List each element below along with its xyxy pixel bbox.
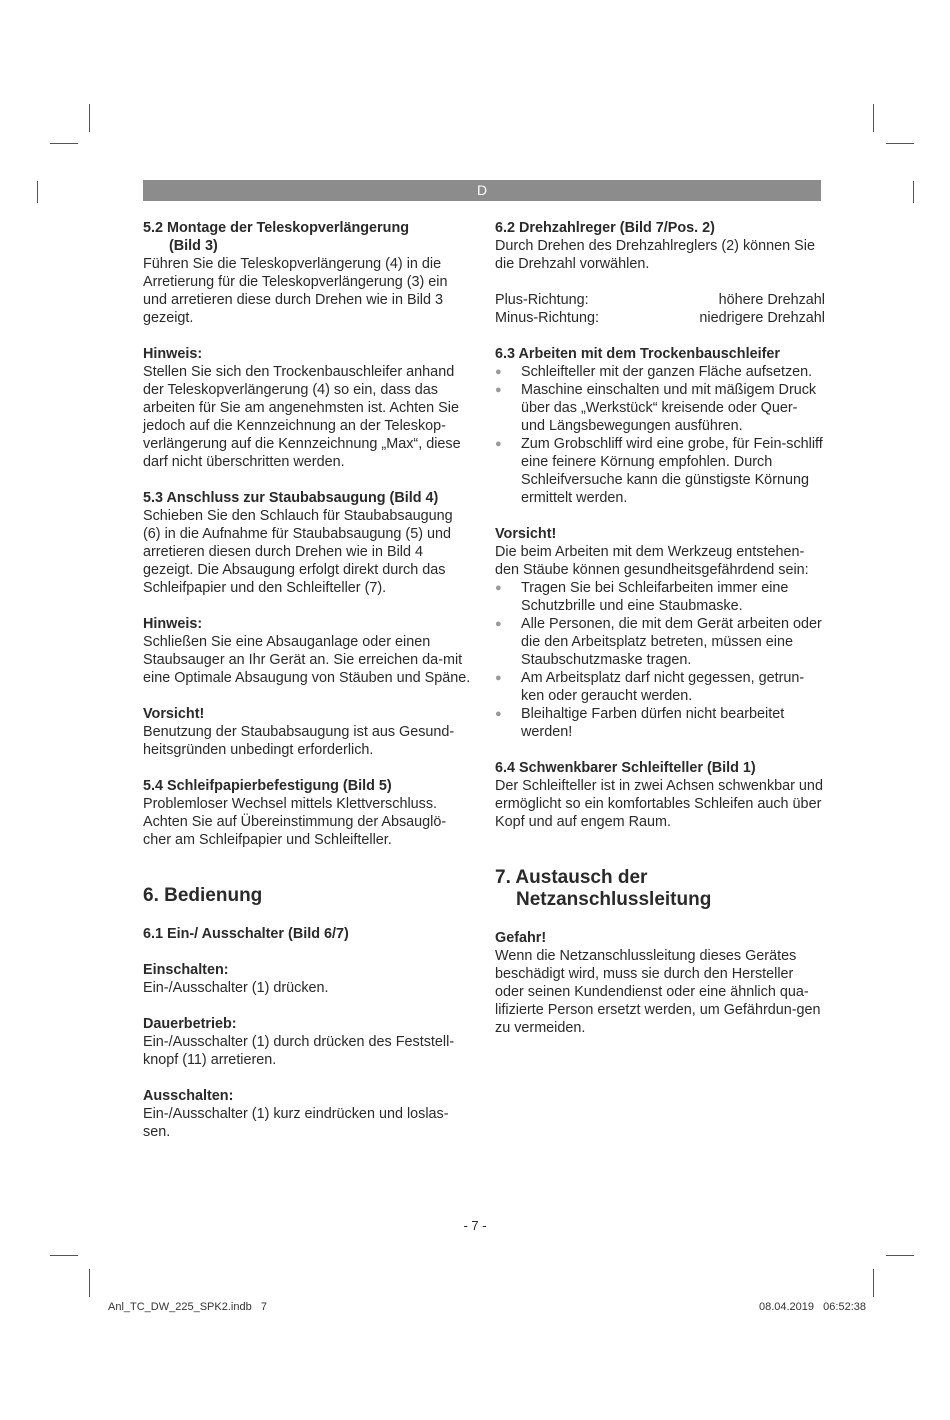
caution-block [495,525,825,741]
section-heading: 5.2 Montage der Teleskopverlängerung (Bild 3) [143,220,410,254]
speed-direction-table [495,291,825,327]
sub-text: Ein-/Ausschalter (1) durch drücken des Feststell-knopf (11) arretieren. [143,1034,455,1068]
bullet-list [495,579,825,741]
sub-heading: Ausschalten: [143,1088,234,1104]
note-text: Schließen Sie eine Absauganlage oder einen Staubsauger an Ihr Gerät an. Sie erreichen da-mit eine Optimale Absaugung von Stäuben und Späne. [143,634,471,686]
list-item: ● Maschine einschalten und mit mäßigem Druck über das „Werkstück“ kreisende oder Quer- und Längsbewegungen ausführen. [495,381,825,435]
section-heading: 5.4 Schleifpapierbefestigung (Bild 5) [143,778,392,794]
switch-on-block [143,961,473,997]
crop-mark [89,104,90,132]
sub-text: Ein-/Ausschalter (1) kurz eindrücken und loslas-sen. [143,1106,449,1140]
list-item: ● Am Arbeitsplatz darf nicht gegessen, getrun-ken oder geraucht werden. [495,669,825,705]
section-text: Der Schleifteller ist in zwei Achsen schwenkbar und ermöglicht so ein komfortables Schleifen auch über Kopf und auf engem Raum. [495,778,823,830]
note-heading: Hinweis: [143,346,203,362]
section-5-4 [143,777,473,849]
section-heading: 6.1 Ein-/ Ausschalter (Bild 6/7) [143,926,349,942]
section-text: Problemloser Wechsel mittels Klettverschluss. Achten Sie auf Übereinstimmung der Absauglö-cher am Schleifpapier und Schleifteller. [143,796,447,848]
section-text: Durch Drehen des Drehzahlreglers (2) können Sie die Drehzahl vorwählen. [495,238,815,272]
crop-mark [913,181,914,203]
crop-mark [89,1269,90,1297]
language-header-bar [143,180,821,201]
list-item: ● Bleihaltige Farben dürfen nicht bearbeitet werden! [495,705,825,741]
caution-text: Die beim Arbeiten mit dem Werkzeug entstehen-den Stäube können gesundheitsgefährdend sein: [495,544,809,578]
footer-timestamp: 08.04.2019 06:52:38 [758,1301,866,1313]
footer-file-name: Anl_TC_DW_225_SPK2.indb 7 [108,1301,267,1313]
section-heading: 6.4 Schwenkbarer Schleifteller (Bild 1) [495,760,756,776]
right-column [495,219,825,1055]
section-text: Führen Sie die Teleskopverlängerung (4) in die Arretierung für die Teleskopverlängerung (3) ein und arretieren diese durch Drehen wie in Bild 3 gezeigt. [143,256,448,326]
danger-text: Wenn die Netzanschlussleitung dieses Gerätes beschädigt wird, muss sie durch den Hersteller oder seinen Kundendienst oder eine ähnlich qua-lifizierte Person ersetzt werden, um Gefährdun-gen zu vermeiden. [495,948,821,1036]
note-block [143,615,473,687]
section-6-4 [495,759,825,831]
speed-row-minus: Minus-Richtung: niedrigere Drehzahl [495,310,825,326]
danger-heading: Gefahr! [495,930,547,946]
section-6-3 [495,345,825,507]
danger-block [495,929,825,1037]
speed-row-plus: Plus-Richtung: höhere Drehzahl [495,292,825,308]
note-heading: Hinweis: [143,616,203,632]
section-text: Schieben Sie den Schlauch für Staubabsaugung (6) in die Aufnahme für Staubabsaugung (5) und arretieren diesen durch Drehen wie in Bild 4 gezeigt. Die Absaugung erfolgt direkt durch das Schleifpapier und den Schleifteller (7). [143,508,453,596]
chapter-heading: 6. Bedienung [143,885,263,906]
section-heading: 5.3 Anschluss zur Staubabsaugung (Bild 4) [143,490,439,506]
caution-block [143,705,473,759]
continuous-operation-block [143,1015,473,1069]
section-heading: 6.2 Drehzahlreger (Bild 7/Pos. 2) [495,220,715,236]
note-block [143,345,473,471]
bullet-list [495,363,825,507]
caution-heading: Vorsicht! [495,526,557,542]
crop-mark [886,1255,914,1256]
caution-text: Benutzung der Staubabsaugung ist aus Gesund-heitsgründen unbedingt erforderlich. [143,724,455,758]
list-item: ● Zum Grobschliff wird eine grobe, für Fein-schliff eine feinere Körnung empfohlen. Durch Schleifversuche kann die günstigste Körnung ermittelt werden. [495,435,825,507]
crop-mark [50,1255,78,1256]
left-column [143,219,473,1159]
sub-heading: Einschalten: [143,962,229,978]
section-6-1 [143,925,473,943]
note-text: Stellen Sie sich den Trockenbauschleifer anhand der Teleskopverlängerung (4) so ein, dass das arbeiten für Sie am angenehmsten ist. Achten Sie jedoch auf die Kennzeichnung an der Teleskop-verlängerung auf die Kennzeichnung „Max“, diese darf nicht überschritten werden. [143,364,461,470]
list-item: ● Schleifteller mit der ganzen Fläche aufsetzen. [495,363,825,381]
list-item: ● Alle Personen, die mit dem Gerät arbeiten oder die den Arbeitsplatz betreten, müssen eine Staubschutzmaske tragen. [495,615,825,669]
switch-off-block [143,1087,473,1141]
sub-text: Ein-/Ausschalter (1) drücken. [143,980,329,996]
language-label: D [476,182,488,198]
chapter-heading: 7. Austausch der Netzanschlussleitung [495,867,712,910]
crop-mark [886,143,914,144]
section-5-2 [143,219,473,327]
crop-mark [873,104,874,132]
crop-mark [37,181,38,203]
crop-mark [873,1269,874,1297]
list-item: ● Tragen Sie bei Schleifarbeiten immer eine Schutzbrille und eine Staubmaske. [495,579,825,615]
caution-heading: Vorsicht! [143,706,205,722]
section-5-3 [143,489,473,597]
crop-mark [50,143,78,144]
page-number: - 7 - [463,1218,487,1233]
sub-heading: Dauerbetrieb: [143,1016,237,1032]
section-heading: 6.3 Arbeiten mit dem Trockenbauschleifer [495,346,780,362]
section-6-2 [495,219,825,273]
